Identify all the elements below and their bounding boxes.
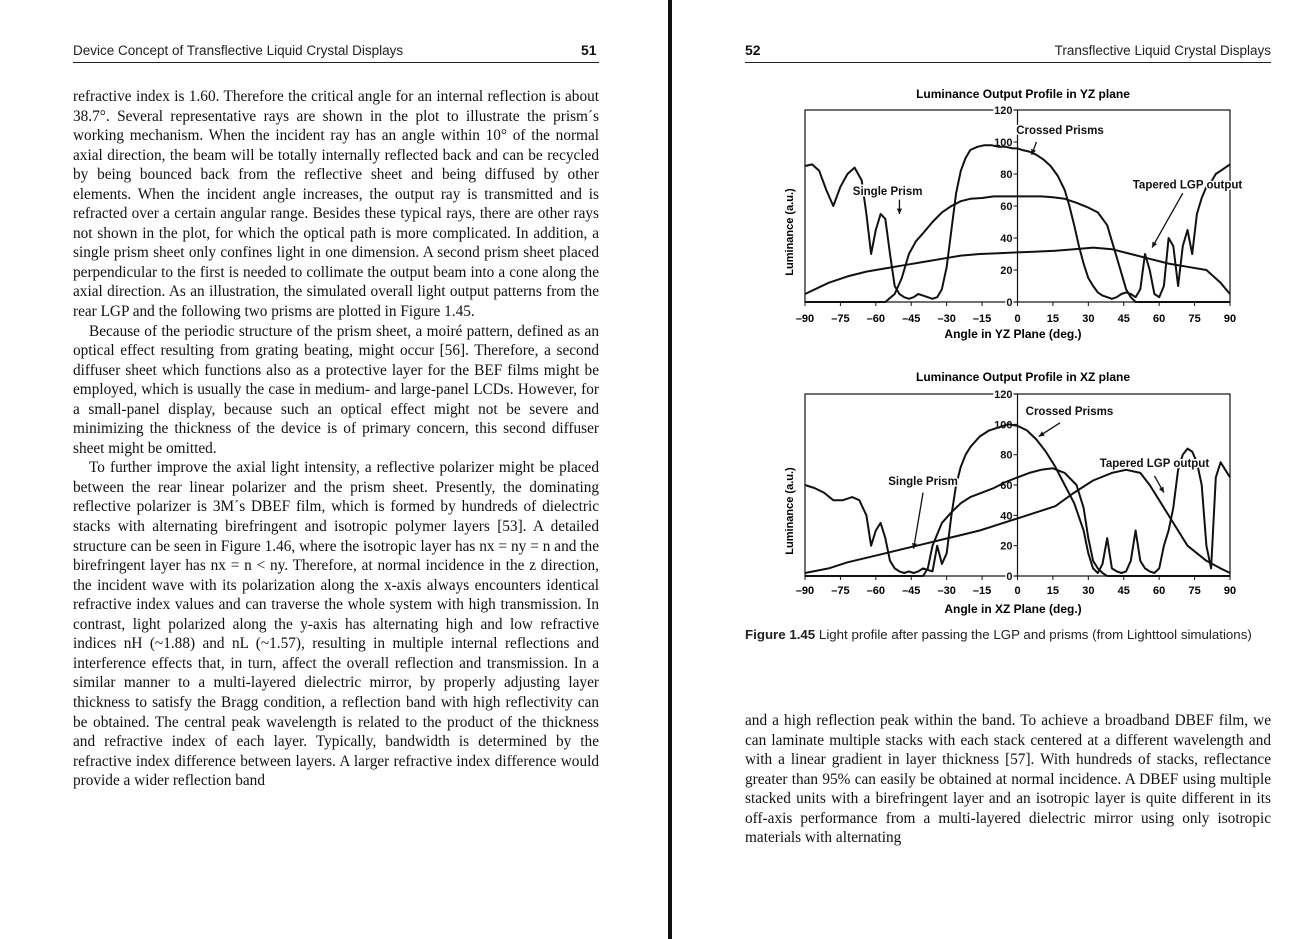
x-tick-label: –90 <box>795 585 815 597</box>
page-spine <box>668 0 672 939</box>
page-number-left: 51 <box>581 42 597 58</box>
annotation-arrow <box>914 493 923 549</box>
x-tick-label: –30 <box>937 585 956 597</box>
paragraph-right-1: and a high reflection peak within the band. To achieve a broadband DBEF film, we can laminate multiple stacks with each stack centered at a different wavelength and with a linear gradient in layer thickness [57]. With hundreds of stacks, reflectance greater than 95% can easily be obtained at normal incidence. A DBEF using multiple stacked units with a birefringent layer and an isotropic layer is quite different in its off-axis performance from a multi-layered dielectric mirror using only isotropic materials with alternating <box>745 712 1271 847</box>
left-page-body <box>73 87 599 791</box>
annotation-label: Crossed Prisms <box>1016 125 1104 137</box>
annotation-label: Single Prism <box>888 476 958 488</box>
x-tick-label: 0 <box>1014 585 1021 597</box>
running-header-left: Device Concept of Transflective Liquid Crystal Displays <box>73 43 404 58</box>
x-tick-label: 45 <box>1117 585 1130 597</box>
x-tick-label: 30 <box>1082 585 1095 597</box>
header-rule-right <box>745 62 1271 63</box>
y-tick-label: 120 <box>994 105 1013 117</box>
figure-caption <box>745 626 1271 644</box>
x-tick-label: 90 <box>1223 313 1237 325</box>
x-tick-label: –45 <box>902 585 921 597</box>
x-tick-label: 15 <box>1046 585 1060 597</box>
y-tick-label: 20 <box>1000 265 1013 277</box>
y-tick-label: 80 <box>1000 449 1013 462</box>
arrow-head <box>897 209 902 214</box>
annotation-label: Single Prism <box>852 185 923 198</box>
annotation-label: Tapered LGP output <box>1132 179 1243 192</box>
x-tick-label: 75 <box>1188 313 1201 325</box>
figure-label: Figure 1.45 <box>745 627 816 642</box>
x-tick-label: 30 <box>1082 313 1095 325</box>
paragraph-3: To further improve the axial light intensity, a reflective polarizer might be placed between the rear linear polarizer and the prism sheet. Presently, the dominating reflective polarizer is 3M´s DBEF film, which is formed by hundreds of dielectric stacks with alternating birefringent and isotropic polymer layers [53]. A detailed structure can be seen in Figure 1.46, where the isotropic layer has nx = ny = n and the birefringent layer has nx = n < ny. Therefore, at normal incidence in the z direction, the incident wave with its polarization along the x-axis always encounters identical refractive index values and can traverse the whole system with high transmission. In contrast, light polarized along the y-axis has alternating high and low refractive indices nH (~1.88) and nL (~1.57), resulting in multiple internal reflections and interference effects that, in turn, affect the overall reflection and transmission. In a similar manner to a multi-layered dielectric mirror, by properly adjusting layer thickness to satisfy the Bragg condition, a reflection band with high reflectivity can be obtained. The central peak wavelength is related to the product of the thickness and refractive index of each layer. Typically, bandwidth is determined by the refractive index difference between layers. A larger refractive index difference would provide a wider reflection band <box>73 459 599 790</box>
x-tick-label: 45 <box>1117 313 1130 325</box>
x-tick-label: 15 <box>1046 313 1060 325</box>
y-tick-label: 100 <box>994 137 1013 149</box>
chart-yz-plane <box>775 82 1245 347</box>
y-tick-label: 80 <box>1000 169 1013 181</box>
y-tick-label: 100 <box>994 419 1013 432</box>
page-number-right: 52 <box>745 42 761 58</box>
chart-xz-plane <box>775 366 1245 622</box>
y-tick-label: 60 <box>1000 201 1013 213</box>
x-tick-label: –15 <box>972 585 992 597</box>
x-axis-label: Angle in YZ Plane (deg.) <box>944 327 1082 341</box>
x-tick-label: 60 <box>1153 585 1166 597</box>
x-tick-label: –45 <box>902 313 921 325</box>
x-tick-label: 60 <box>1153 313 1166 325</box>
x-tick-label: –75 <box>831 313 850 325</box>
x-tick-label: 90 <box>1223 585 1237 597</box>
y-tick-label: 0 <box>1006 571 1013 583</box>
x-tick-label: 75 <box>1188 585 1201 597</box>
x-tick-label: –60 <box>866 585 886 597</box>
y-tick-label: 120 <box>994 389 1013 401</box>
header-rule-left <box>73 62 599 63</box>
running-header-right: Transflective Liquid Crystal Displays <box>1054 43 1271 58</box>
y-axis-label: Luminance (a.u.) <box>784 188 796 276</box>
y-tick-label: 20 <box>1000 540 1013 553</box>
y-tick-label: 60 <box>1000 480 1013 492</box>
paragraph-2: Because of the periodic structure of the prism sheet, a moiré pattern, defined as an optical effect resulting from grating beating, might occur [56]. Therefore, a second diffuser sheet which functions also as a protective layer for the BEF films might be employed, which is usually the case in medium- and large-panel LCDs. However, for a small-panel display, because such an optical effect might not be severe and minimizing the thickness of the device is of primary concern, this second diffuser sheet might be omitted. <box>73 322 599 457</box>
x-tick-label: –30 <box>937 313 956 325</box>
annotation-label: Tapered LGP output <box>1099 457 1210 470</box>
x-tick-label: –15 <box>972 313 992 325</box>
right-page-body <box>745 711 1271 848</box>
x-tick-label: –90 <box>795 313 815 325</box>
x-tick-label: 0 <box>1014 313 1021 325</box>
chart-title: Luminance Output Profile in XZ plane <box>915 370 1131 384</box>
x-axis-label: Angle in XZ Plane (deg.) <box>944 602 1082 616</box>
y-tick-label: 0 <box>1006 297 1013 309</box>
annotation-label: Crossed Prisms <box>1025 406 1114 419</box>
y-tick-label: 40 <box>1000 510 1013 523</box>
chart-title: Luminance Output Profile in YZ plane <box>916 87 1130 101</box>
y-axis-label: Luminance (a.u.) <box>784 467 796 555</box>
figure-caption-text: Light profile after passing the LGP and prisms (from Lighttool simulations) <box>818 627 1252 642</box>
y-tick-label: 40 <box>1000 233 1013 245</box>
paragraph-1: refractive index is 1.60. Therefore the critical angle for an internal reflection is about 38.7°. Several representative rays are shown in the plot to illustrate the prism´s working mechanism. When the incident ray has an angle within 10° of the normal axial direction, the beam will be totally internally reflected back and can be recycled by being bounced back from the reflective sheet and being diffused by other elements. When the incident angle increases, the output ray is transmitted and is refracted over a certain angular range. Besides these typical rays, there are other rays not shown in the plot, for which the optical path is more complicated. In addition, a single prism sheet only confines light in one dimension. A second prism sheet placed perpendicular to the first is needed to collimate the output beam into a cone along the axial direction. As an illustration, the simulated overall light output patterns from the rear LGP and the following two prisms are plotted in Figure 1.45. <box>73 88 599 321</box>
x-tick-label: –75 <box>831 585 850 597</box>
x-tick-label: –60 <box>866 313 886 325</box>
annotation-arrow <box>1152 193 1183 247</box>
